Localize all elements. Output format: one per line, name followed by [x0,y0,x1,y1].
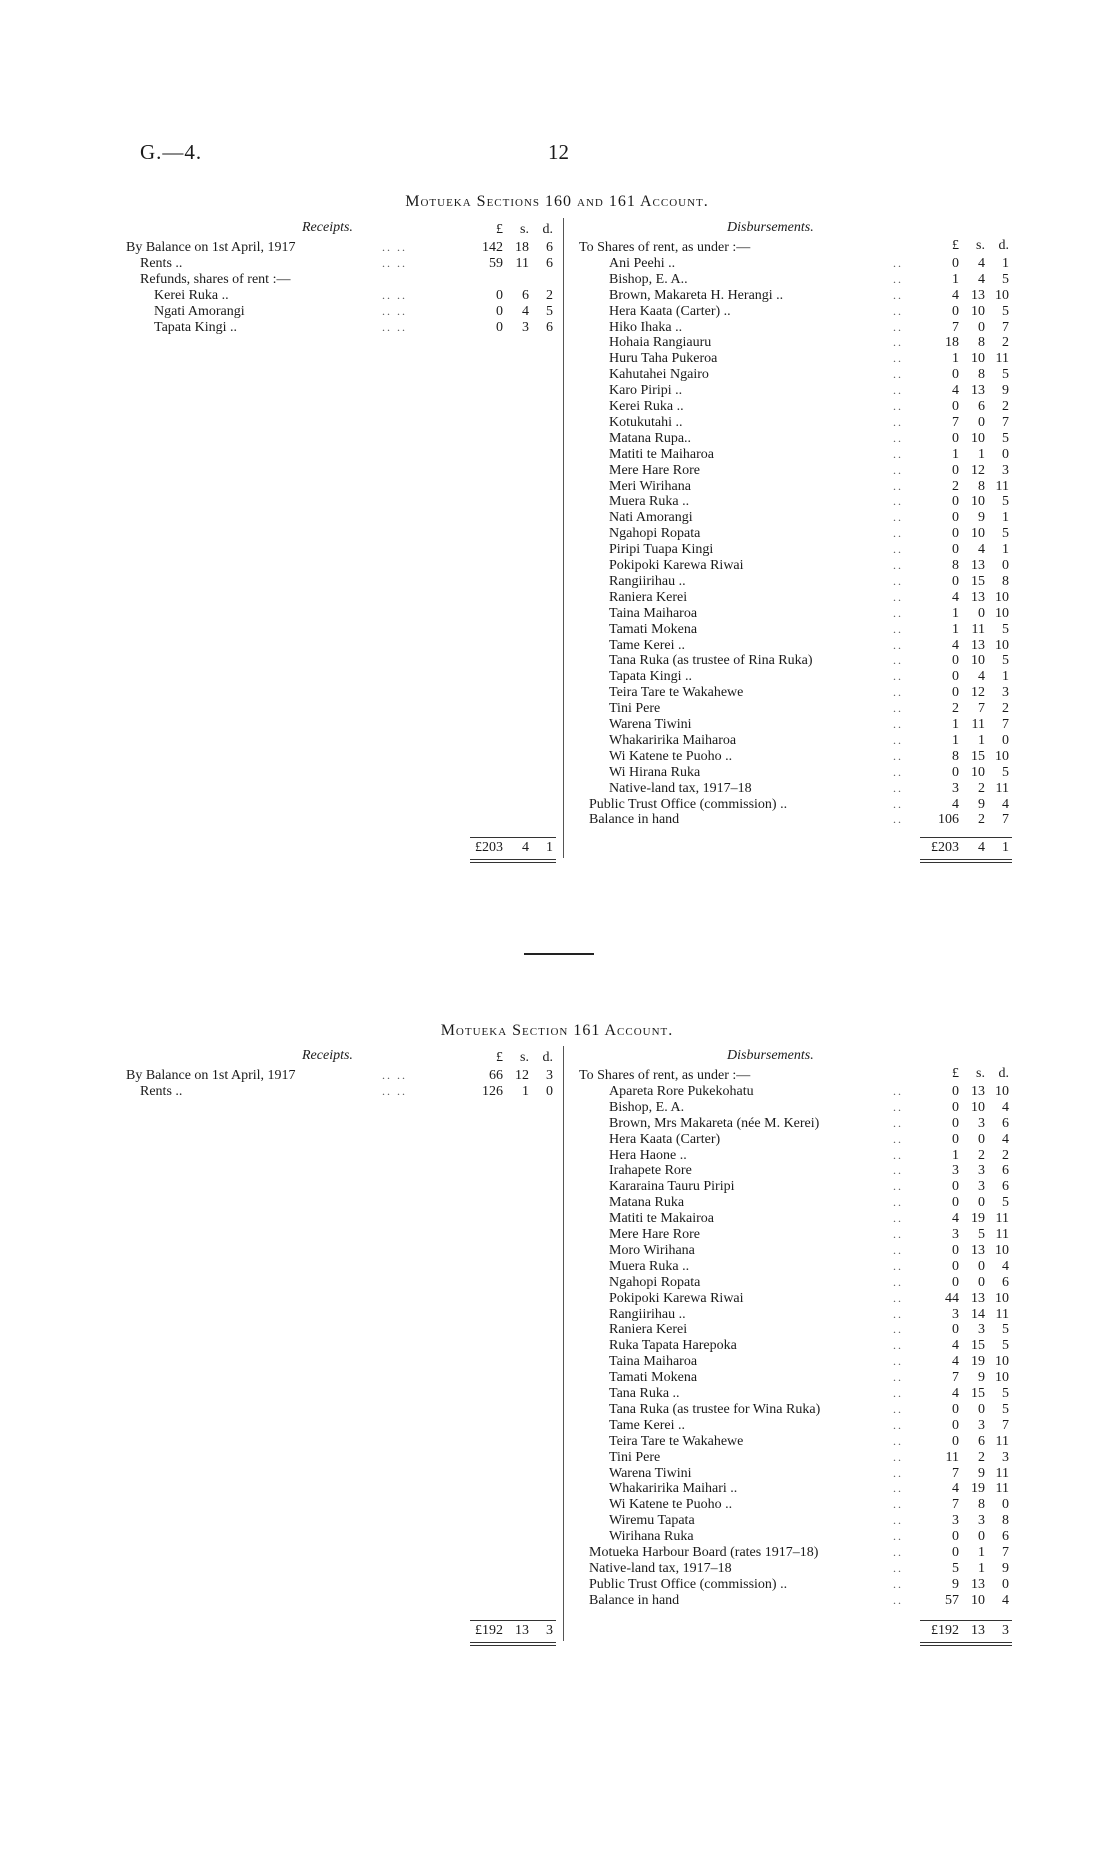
disbursement-amount: 0 0 6 [952,1529,1009,1545]
disbursement-amount: 0 1 7 [952,1545,1009,1560]
disbursement-amount: 3 2 11 [952,780,1009,796]
leader-dots: .. [893,1401,903,1416]
leader-dots: .. [893,271,903,286]
disbursement-amount: 1 2 2 [952,1147,1009,1163]
disbursement-label: Balance in hand [589,1592,680,1608]
leader-dots: .. [893,764,903,779]
disbursement-amount: 106 2 7 [938,812,1009,828]
disbursement-label: Kerei Ruka .. [609,399,684,414]
leader-dots: .. [893,367,903,382]
leader-dots: .. [893,383,903,398]
leader-dots: .. [893,1099,903,1114]
page-reference: G.—4. [140,140,203,164]
disbursement-label: Teira Tare te Wakahewe [609,685,744,701]
leader-dots: .. [893,1147,903,1162]
leader-dots: .. [893,446,903,461]
leader-dots: .. [893,414,903,429]
disbursement-amount: 0 3 5 [952,1322,1009,1338]
disbursement-amount: 7 9 10 [952,1370,1009,1386]
disbursement-amount: 0 3 6 [952,1115,1009,1131]
disbursement-label: Mere Hare Rore [609,1227,700,1242]
leader-dots: .. [893,1179,903,1194]
receipts-total: £192 13 3 [475,1622,553,1638]
disbursement-amount: 8 13 0 [952,558,1009,573]
leader-dots: .. [893,1449,903,1464]
disbursement-label: Matana Rupa.. [609,430,692,446]
receipts-total-rule-bottom2 [470,1645,556,1646]
disbursement-label: Warena Tiwini [609,1465,692,1481]
disbursements-total-rule-bottom [920,1642,1012,1643]
leader-dots: .. [893,319,903,334]
receipts-total-rule-bottom [470,859,556,860]
disbursement-label: Moro Wirihana [609,1242,695,1258]
account-title-prefix: Motueka Section [440,1022,569,1039]
disbursement-amount: 1 4 5 [952,271,1009,287]
disbursement-label: Teira Tare te Wakahewe [609,1433,744,1449]
disbursement-label: Tini Pere [609,701,661,717]
disbursement-amount: 0 0 6 [952,1274,1009,1290]
receipt-amount: 0 4 5 [496,303,553,319]
disbursement-label: Native-land tax, 1917–18 [609,780,752,796]
disbursements-currency-header: £ s. d. [952,1066,1009,1081]
disbursement-amount: 0 4 1 [952,669,1009,685]
disbursement-label: Ani Peehi .. [609,255,676,271]
receipt-label: Rents .. [140,255,183,271]
disbursement-label: Muera Ruka .. [609,1258,690,1274]
disbursement-amount: 0 10 4 [952,1099,1009,1115]
disbursement-label: Motueka Harbour Board (rates 1917–18) [589,1545,819,1560]
disbursement-label: Bishop, E. A.. [609,271,688,287]
leader-dots: .. [893,748,903,763]
leader-dots: .. [893,478,903,493]
leader-dots: .. .. [382,287,407,302]
disbursement-amount: 3 3 8 [952,1513,1009,1529]
disbursement-amount: 4 15 5 [952,1338,1009,1354]
disbursement-label: Kararaina Tauru Piripi [609,1179,735,1195]
leader-dots: .. .. [382,1068,407,1082]
disbursement-label: Balance in hand [589,812,680,828]
disbursement-label: Muera Ruka .. [609,494,690,510]
disbursement-amount: 18 8 2 [945,335,1009,351]
disbursement-amount: 1 0 10 [952,605,1009,621]
disbursement-label: Hohaia Rangiauru [609,335,712,351]
disbursement-label: Raniera Kerei [609,1322,688,1338]
leader-dots: .. [893,287,903,302]
disbursement-label: Public Trust Office (commission) .. [589,1576,788,1592]
disbursement-label: Pokipoki Karewa Riwai [609,558,744,573]
disbursement-amount: 0 6 11 [952,1433,1009,1449]
disbursement-label: Mere Hare Rore [609,462,700,478]
leader-dots: .. .. [382,303,407,318]
leader-dots: .. [893,1258,903,1273]
leader-dots: .. [893,573,903,588]
disbursement-amount: 0 12 3 [952,685,1009,701]
disbursement-amount: 4 19 11 [952,1211,1009,1227]
disbursement-amount: 0 10 5 [952,764,1009,780]
disbursement-amount: 0 4 1 [952,542,1009,558]
disbursement-label: Meri Wirihana [609,478,691,494]
disbursements-intro: To Shares of rent, as under :— [579,240,751,255]
disbursement-amount: 0 8 5 [952,367,1009,383]
disbursement-amount: 57 10 4 [945,1592,1009,1608]
receipt-amount: 142 18 6 [482,240,553,255]
leader-dots: .. [893,1354,903,1369]
disbursements-total: £203 4 1 [931,840,1009,856]
leader-dots: .. [893,526,903,541]
disbursement-label: Matiti te Makairoa [609,1211,714,1227]
receipt-amount: 0 3 6 [496,319,553,335]
leader-dots: .. [893,303,903,318]
disbursement-amount: 4 19 10 [952,1354,1009,1370]
disbursement-label: Native-land tax, 1917–18 [589,1560,732,1576]
disbursement-label: Whakaririka Maihari .. [609,1481,738,1497]
disbursement-label: Tame Kerei .. [609,1417,685,1433]
disbursement-label: Ngahopi Ropata [609,526,701,542]
account-title-rest: 161 Account. [568,1022,674,1039]
disbursement-amount: 0 13 10 [952,1083,1009,1099]
disbursement-label: Nati Amorangi [609,510,693,526]
receipt-label: By Balance on 1st April, 1917 [126,1068,296,1083]
disbursement-amount: 7 0 7 [952,319,1009,335]
leader-dots: .. [893,351,903,366]
disbursement-label: Raniera Kerei [609,589,688,605]
leader-dots: .. [893,1227,903,1241]
disbursement-label: Hera Kaata (Carter) .. [609,303,731,319]
disbursement-amount: 0 0 4 [952,1131,1009,1147]
disbursement-amount: 0 9 1 [952,510,1009,526]
disbursement-amount: 0 15 8 [952,573,1009,589]
leader-dots: .. [893,1592,903,1607]
leader-dots: .. [893,335,903,350]
leader-dots: .. [893,1417,903,1432]
leader-dots: .. [893,717,903,731]
disbursement-amount: 2 7 2 [952,701,1009,717]
disbursement-label: Wiremu Tapata [609,1513,695,1529]
receipt-label: Rents .. [140,1083,183,1099]
receipts-currency-header: £ s. d. [496,222,553,237]
account-title-rest: 160 and 161 Account. [540,193,709,210]
leader-dots: .. [893,510,903,525]
leader-dots: .. [893,1386,903,1400]
column-divider [563,1046,564,1641]
disbursement-amount: 7 8 0 [952,1497,1009,1513]
column-divider [563,218,564,858]
account-title-prefix: Motueka Sections [405,193,541,210]
disbursement-label: Tana Ruka (as trustee for Wina Ruka) [609,1401,821,1417]
disbursement-amount: 2 8 11 [952,478,1009,494]
disbursement-label: Tapata Kingi .. [609,669,692,685]
disbursements-total-rule-top [920,1620,1012,1621]
disbursement-label: Wirihana Ruka [609,1529,694,1545]
receipt-amount: 59 11 6 [489,255,553,271]
leader-dots: .. [893,1163,903,1178]
disbursement-label: Kahutahei Ngairo [609,367,709,383]
leader-dots: .. [893,542,903,557]
leader-dots: .. [893,621,903,636]
receipts-header: Receipts. [302,1048,353,1063]
disbursement-amount: 11 2 3 [945,1449,1009,1465]
leader-dots: .. [893,1115,903,1130]
disbursements-total-rule-top [920,837,1012,838]
leader-dots: .. [893,653,903,668]
account-title [0,1022,1114,1040]
leader-dots: .. [893,1560,903,1575]
disbursement-label: Tamati Mokena [609,1370,698,1386]
disbursement-amount: 0 12 3 [952,462,1009,478]
leader-dots: .. .. [382,255,407,270]
disbursement-label: Public Trust Office (commission) .. [589,796,788,812]
disbursement-amount: 0 10 5 [952,526,1009,542]
receipt-amount: 0 6 2 [496,287,553,303]
disbursement-label: Rangiirihau .. [609,1306,686,1322]
disbursement-label: Matana Ruka [609,1195,685,1211]
leader-dots: .. [893,1290,903,1305]
leader-dots: .. [893,1465,903,1480]
disbursement-amount: 0 3 7 [952,1417,1009,1433]
disbursement-amount: 9 13 0 [952,1576,1009,1592]
leader-dots: .. [893,1083,903,1098]
receipt-label: Ngati Amorangi [154,303,245,319]
disbursement-label: Tame Kerei .. [609,637,685,653]
leader-dots: .. [893,1274,903,1289]
leader-dots: .. [893,1433,903,1448]
disbursement-amount: 4 13 10 [952,287,1009,303]
receipt-label: Tapata Kingi .. [154,319,237,335]
leader-dots: .. [893,685,903,700]
disbursement-amount: 1 11 5 [952,621,1009,637]
leader-dots: .. [893,732,903,747]
receipts-total-rule-top [470,1620,556,1621]
disbursement-label: Tamati Mokena [609,621,698,637]
disbursement-label: Tana Ruka .. [609,1386,680,1401]
disbursement-label: Tini Pere [609,1449,661,1465]
disbursement-label: Karo Piripi .. [609,383,683,399]
disbursements-intro: To Shares of rent, as under :— [579,1068,751,1083]
leader-dots: .. [893,430,903,445]
disbursement-label: Piripi Tuapa Kingi [609,542,714,558]
leader-dots: .. [893,1545,903,1559]
leader-dots: .. [893,399,903,413]
leader-dots: .. [893,1481,903,1496]
disbursement-amount: 3 14 11 [952,1306,1009,1322]
disbursements-header: Disbursements. [727,220,814,235]
disbursement-label: Ngahopi Ropata [609,1274,701,1290]
disbursement-amount: 4 13 9 [952,383,1009,399]
leader-dots: .. [893,1131,903,1146]
disbursement-label: Wi Katene te Puoho .. [609,748,733,764]
disbursement-amount: 1 11 7 [952,717,1009,732]
receipts-total-rule-top [470,837,556,838]
leader-dots: .. [893,780,903,795]
disbursements-total-rule-bottom [920,859,1012,860]
leader-dots: .. [893,1322,903,1337]
disbursement-label: Hiko Ihaka .. [609,319,683,335]
leader-dots: .. .. [382,319,407,334]
leader-dots: .. [893,1195,903,1210]
disbursement-label: Rangiirihau .. [609,573,686,589]
disbursement-label: Taina Maiharoa [609,1354,698,1370]
disbursement-amount: 5 1 9 [952,1560,1009,1576]
disbursement-amount: 0 13 10 [952,1242,1009,1258]
leader-dots: .. [893,1497,903,1512]
leader-dots: .. [893,589,903,604]
disbursement-label: Wi Hirana Ruka [609,764,701,780]
leader-dots: .. [893,462,903,477]
disbursement-amount: 3 3 6 [952,1163,1009,1179]
receipts-total-rule-bottom2 [470,862,556,863]
disbursement-amount: 1 1 0 [952,446,1009,462]
receipt-label: Refunds, shares of rent :— [140,271,291,287]
leader-dots: .. .. [382,240,407,254]
leader-dots: .. [893,255,903,270]
disbursement-label: Ruka Tapata Harepoka [609,1338,737,1354]
disbursement-amount: 4 15 5 [952,1386,1009,1401]
leader-dots: .. [893,1513,903,1528]
disbursement-amount: 0 4 1 [952,255,1009,271]
disbursement-label: Wi Katene te Puoho .. [609,1497,733,1513]
receipts-total-rule-bottom [470,1642,556,1643]
receipt-label: By Balance on 1st April, 1917 [126,240,296,255]
disbursements-total: £192 13 3 [931,1622,1009,1638]
disbursement-amount: 0 10 5 [952,303,1009,319]
leader-dots: .. [893,494,903,509]
disbursement-label: Brown, Mrs Makareta (née M. Kerei) [609,1115,820,1131]
disbursement-amount: 3 5 11 [952,1227,1009,1242]
section-separator [524,953,594,955]
disbursement-label: Whakaririka Maiharoa [609,732,737,748]
disbursement-label: Kotukutahi .. [609,414,683,430]
disbursement-amount: 1 10 11 [952,351,1009,367]
disbursements-currency-header: £ s. d. [952,238,1009,253]
account-title [0,193,1114,211]
disbursement-label: Hera Haone .. [609,1147,687,1163]
page-number: 12 [548,140,569,164]
disbursement-amount: 0 0 5 [952,1195,1009,1211]
leader-dots: .. [893,1306,903,1321]
disbursement-label: Matiti te Maiharoa [609,446,714,462]
disbursement-amount: 0 0 5 [952,1401,1009,1417]
disbursement-label: Taina Maiharoa [609,605,698,621]
leader-dots: .. [893,637,903,652]
disbursement-amount: 8 15 10 [952,748,1009,764]
disbursement-amount: 0 10 5 [952,653,1009,669]
leader-dots: .. [893,796,903,811]
leader-dots: .. [893,669,903,684]
disbursement-label: Irahapete Rore [609,1163,692,1179]
disbursement-amount: 0 6 2 [952,399,1009,414]
disbursement-label: Warena Tiwini [609,717,692,732]
disbursement-label: Huru Taha Pukeroa [609,351,718,367]
leader-dots: .. [893,701,903,716]
receipts-header: Receipts. [302,220,353,235]
leader-dots: .. [893,1370,903,1385]
receipts-currency-header: £ s. d. [496,1050,553,1065]
disbursement-label: Tana Ruka (as trustee of Rina Ruka) [609,653,813,669]
disbursement-amount: 44 13 10 [945,1290,1009,1306]
disbursement-label: Bishop, E. A. [609,1099,685,1115]
leader-dots: .. [893,605,903,620]
disbursements-header: Disbursements. [727,1048,814,1063]
disbursement-label: Hera Kaata (Carter) [609,1131,721,1147]
disbursement-amount: 1 1 0 [952,732,1009,748]
leader-dots: .. [893,1338,903,1353]
disbursement-amount: 0 0 4 [952,1258,1009,1274]
disbursement-amount: 4 9 4 [952,796,1009,812]
leader-dots: .. [893,1242,903,1257]
leader-dots: .. [893,558,903,572]
disbursement-amount: 4 13 10 [952,637,1009,653]
disbursement-label: Brown, Makareta H. Herangi .. [609,287,784,303]
leader-dots: .. [893,1529,903,1544]
disbursements-total-rule-bottom2 [920,862,1012,863]
disbursements-total-rule-bottom2 [920,1645,1012,1646]
receipt-label: Kerei Ruka .. [154,287,229,303]
disbursement-amount: 0 10 5 [952,494,1009,510]
leader-dots: .. .. [382,1083,407,1098]
disbursement-label: Pokipoki Karewa Riwai [609,1290,744,1306]
disbursement-amount: 7 0 7 [952,414,1009,430]
disbursement-label: Apareta Rore Pukekohatu [609,1083,754,1099]
disbursement-amount: 7 9 11 [952,1465,1009,1481]
leader-dots: .. [893,1576,903,1591]
receipt-amount: 126 1 0 [482,1083,553,1099]
receipt-amount: 66 12 3 [489,1068,553,1083]
receipts-total: £203 4 1 [475,840,553,856]
disbursement-amount: 4 19 11 [952,1481,1009,1497]
disbursement-amount: 4 13 10 [952,589,1009,605]
disbursement-amount: 0 10 5 [952,430,1009,446]
leader-dots: .. [893,812,903,827]
disbursement-amount: 0 3 6 [952,1179,1009,1195]
leader-dots: .. [893,1211,903,1226]
